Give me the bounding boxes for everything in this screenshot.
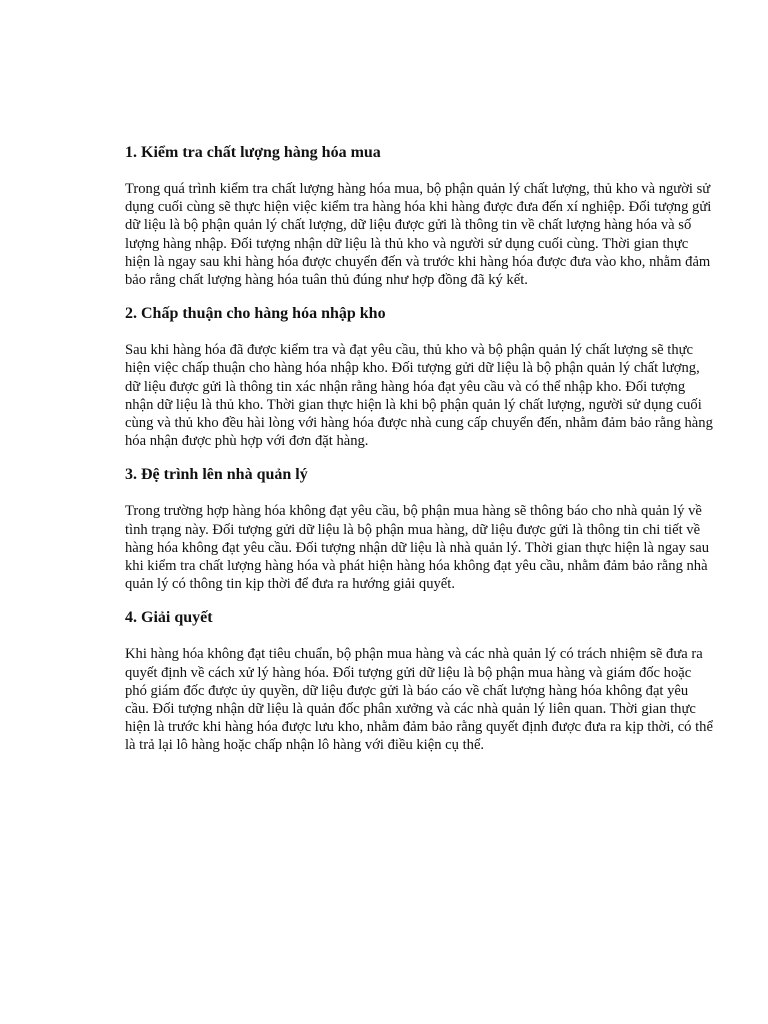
section-escalation: [125, 465, 715, 593]
section-paragraph: Trong quá trình kiểm tra chất lượng hàng hóa mua, bộ phận quản lý chất lượng, thủ kho và người sử dụng cuối cùng sẽ thực hiện việc kiểm tra hàng hóa khi hàng được đưa đến xí nghiệp. Đối tượng gửi dữ liệu là bộ phận quản lý chất lượng, dữ liệu được gửi là thông tin về chất lượng hàng hóa và số lượng hàng nhập. Đối tượng nhận dữ liệu là thủ kho và người sử dụng cuối cùng. Thời gian thực hiện là ngay sau khi hàng hóa được chuyển đến và trước khi hàng hóa được đưa vào kho, nhằm đảm bảo rằng chất lượng hàng hóa tuân thủ đúng như hợp đồng đã ký kết.: [125, 181, 712, 289]
section-heading: 4. Giải quyết: [125, 609, 213, 627]
section-quality-check: [125, 143, 715, 289]
section-paragraph: Trong trường hợp hàng hóa không đạt yêu cầu, bộ phận mua hàng sẽ thông báo cho nhà quản lý về tình trạng này. Đối tượng gửi dữ liệu là bộ phận mua hàng, dữ liệu được gửi là thông tin chi tiết về hàng hóa không đạt yêu cầu. Đối tượng nhận dữ liệu là nhà quản lý. Thời gian thực hiện là ngay sau khi kiểm tra chất lượng hàng hóa và phát hiện hàng hóa không đạt yêu cầu, nhằm đảm bảo rằng nhà quản lý có thông tin kịp thời để đưa ra hướng giải quyết.: [125, 503, 709, 593]
section-heading: 3. Đệ trình lên nhà quản lý: [125, 466, 308, 484]
section-heading: 2. Chấp thuận cho hàng hóa nhập kho: [125, 305, 386, 323]
document-page: [125, 143, 715, 770]
section-paragraph: Khi hàng hóa không đạt tiêu chuẩn, bộ phận mua hàng và các nhà quản lý có trách nhiệm sẽ đưa ra quyết định về cách xử lý hàng hóa. Đối tượng gửi dữ liệu là bộ phận mua hàng và giám đốc hoặc phó giám đốc được ủy quyền, dữ liệu được gửi là báo cáo về chất lượng hàng hóa không đạt yêu cầu. Đối tượng nhận dữ liệu là quản đốc phân xưởng và các nhà quản lý liên quan. Thời gian thực hiện là trước khi hàng hóa được lưu kho, nhằm đảm bảo rằng quyết định được đưa ra kịp thời, có thể là trả lại lô hàng hoặc chấp nhận lô hàng với điều kiện cụ thể.: [125, 646, 713, 754]
section-resolution: [125, 608, 715, 754]
section-paragraph: Sau khi hàng hóa đã được kiểm tra và đạt yêu cầu, thủ kho và bộ phận quản lý chất lượng sẽ thực hiện việc chấp thuận cho hàng hóa nhập kho. Đối tượng gửi dữ liệu là bộ phận quản lý chất lượng, dữ liệu được gửi là thông tin xác nhận rằng hàng hóa đạt yêu cầu và có thể nhập kho. Đối tượng nhận dữ liệu là thủ kho. Thời gian thực hiện là khi bộ phận quản lý chất lượng, người sử dụng cuối cùng và thủ kho đều hài lòng với hàng hóa được nhà cung cấp chuyển đến, nhằm đảm bảo rằng hàng hóa nhận được phù hợp với đơn đặt hàng.: [125, 342, 713, 450]
section-heading: 1. Kiểm tra chất lượng hàng hóa mua: [125, 144, 381, 161]
section-approval: [125, 304, 715, 450]
